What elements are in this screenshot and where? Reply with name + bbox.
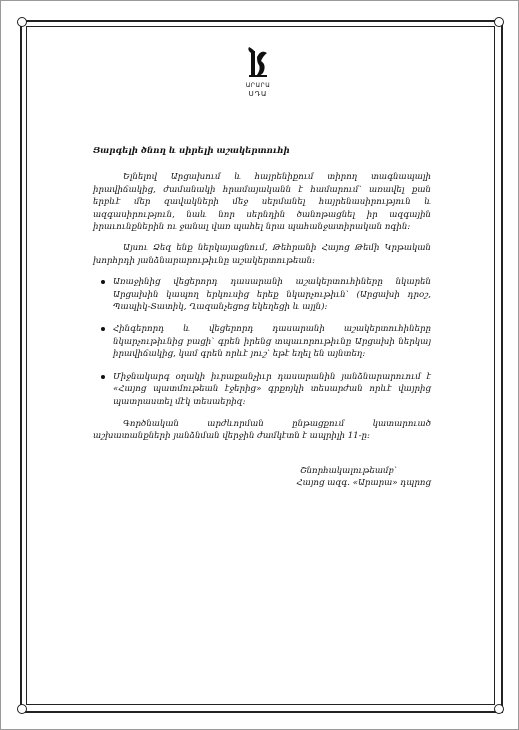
signature-school: Հայոց ազգ. «Արարա» դպրոց bbox=[296, 478, 431, 489]
list-item: Առաջինից վեցերորդ դասարանի աշակերտուհիները նկարեն Արցախին կապող երկուսից երեք նկարչութիւն՝ (Արցախի դրօշ, Պապիկ-Տատիկ, Ղազանչեցոց եկեղեցի և այլն): bbox=[113, 277, 431, 313]
paragraph-intro: Ելնելով Արցախում և հայրենիքում տիրող տագնապալի իրավիճակից, ժամանակի հրամայականն է համարում՝ առավել քան երբևէ մեր զավակների մեջ սերմանել հայրենասիրություն և ազգասիրություն, նաև նոր սերնդին ծանոթացնել իր ազգային իրաւունքներին ու ջանալ վառ պահել նրա պահանջատիրական ոգին: bbox=[93, 172, 431, 233]
list-item: Հինգերորդ և վեցերորդ դասարանի աշակերտուհիները նկարչութիւնից բացի՝ գրեն իրենց տպաւորութիւնը Արցախի ներկայ իրավիճակից, կամ գրեն որևէ յուշ՝ եթէ եղել են այնտեղ: bbox=[113, 324, 431, 360]
school-logo bbox=[240, 47, 276, 98]
paragraph-assignment-intro: Այսու Ձեզ ենք ներկայացնում, Թեհրանի Հայոց Թեմի Կրթական խորհրդի յանձնարարութիւնը աշակերտութեան: bbox=[93, 243, 431, 266]
signature-block bbox=[93, 465, 431, 490]
signature-thanks: Շնորհակալութեամբ՝ bbox=[300, 465, 397, 476]
corner-ornament-bottom-right bbox=[494, 704, 504, 714]
letter-heading: Յարգելի ծնող և սիրելի աշակերտուհի bbox=[93, 146, 290, 156]
logo-wordmark: ԱՐԱՐԱ bbox=[245, 82, 271, 89]
corner-ornament-top-left bbox=[17, 17, 27, 27]
school-emblem-icon bbox=[245, 47, 271, 81]
paragraph-deadline: Գործնական արժևորման ընթացքում կատարուած աշխատանքների յանձնման վերջին ժամկէտն է ապրիլի 11-ը: bbox=[93, 418, 431, 442]
list-item: Միջնակարգ օղակի իւրաքանչիւր դասարանին յանձնարարուում է «Հայոց պատմութեան էջերից» գրքոյկի տեսարժան որևէ վայրից պատրաստել մէկ տեսաերիզ: bbox=[113, 371, 431, 407]
logo-subtext: ՍԴԱ bbox=[248, 90, 268, 98]
assignment-list bbox=[93, 276, 431, 408]
letter-body bbox=[93, 145, 431, 490]
corner-ornament-top-right bbox=[494, 17, 504, 27]
corner-ornament-bottom-left bbox=[17, 704, 27, 714]
